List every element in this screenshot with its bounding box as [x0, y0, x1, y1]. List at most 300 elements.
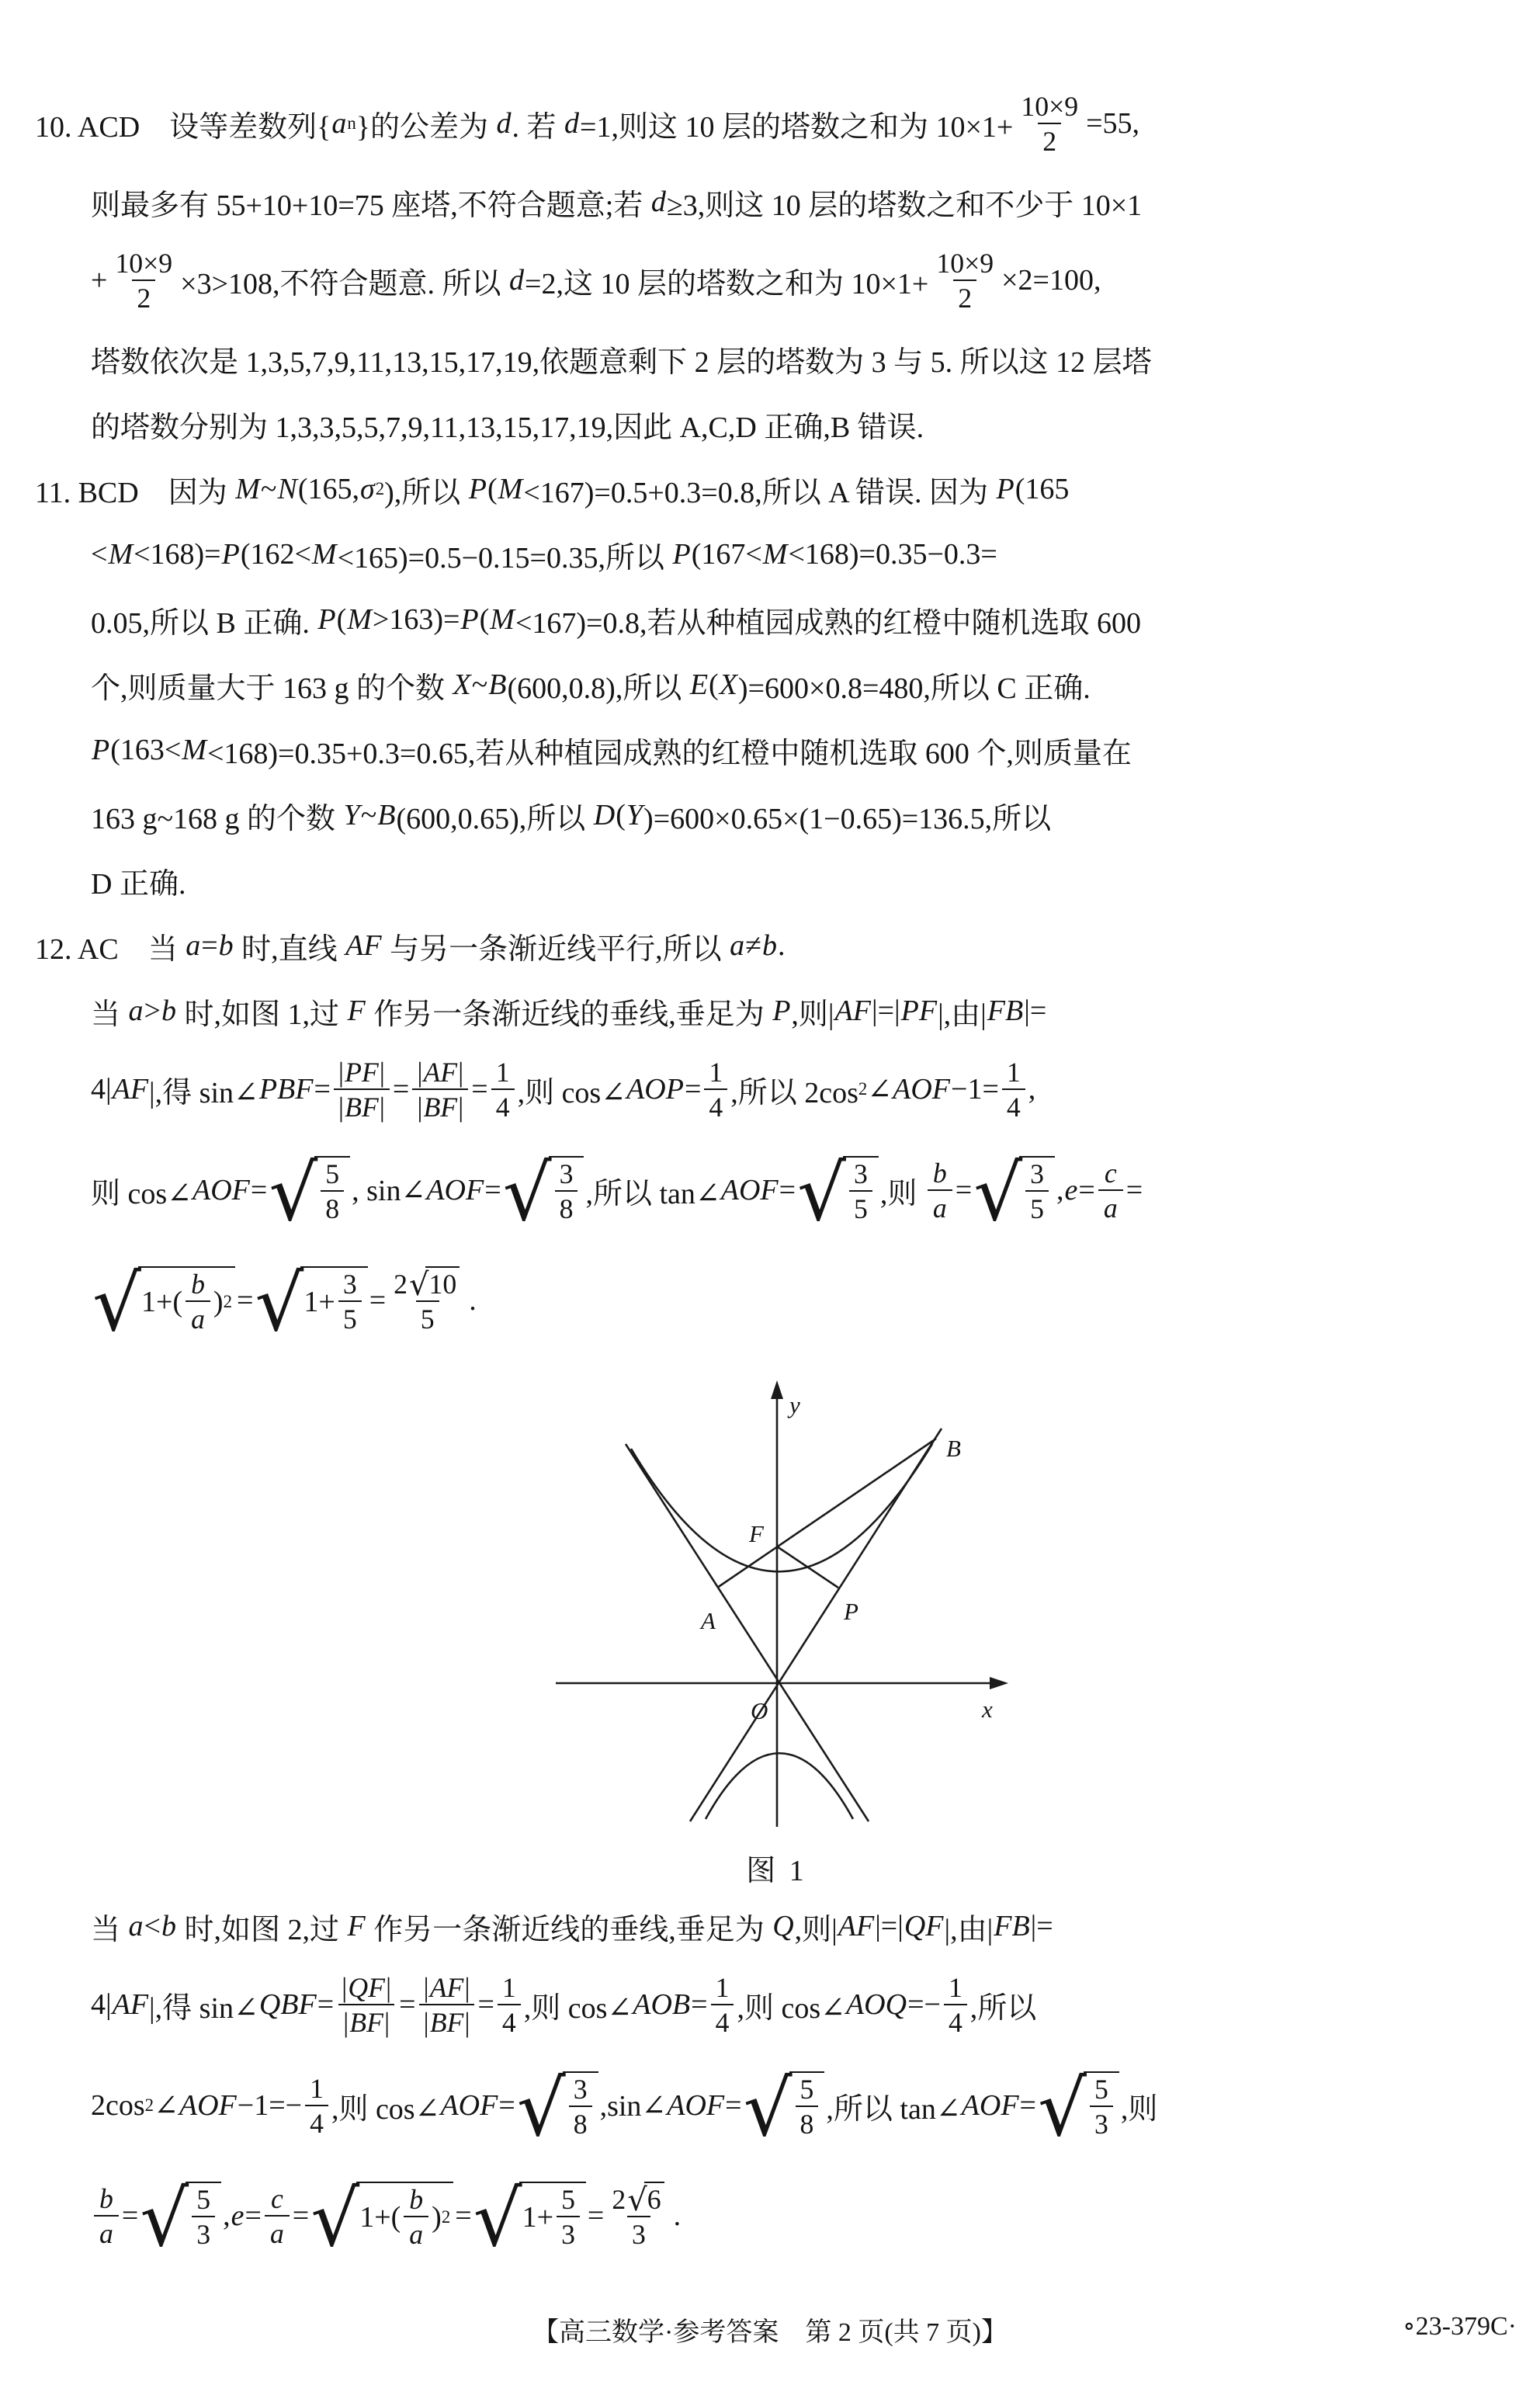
- numerator: [265, 2183, 289, 2215]
- math-variable: P: [460, 603, 479, 636]
- sqrt: [269, 1148, 350, 1238]
- text-run: ≥3,则这 10 层的塔数之和不少于 10×1: [666, 189, 1143, 222]
- fraction: [265, 2183, 290, 2249]
- math-variable: P: [221, 538, 240, 571]
- text-run: =2,这 10 层的塔数之和为 10×1+: [525, 267, 929, 300]
- numerator: [1099, 1158, 1122, 1189]
- text-run: 1+: [522, 2200, 554, 2234]
- text-run: |: [338, 1056, 345, 1088]
- numerator: [928, 1158, 952, 1189]
- numerator: [944, 1972, 967, 2004]
- text-run: 163 g~168 g 的个数: [91, 802, 343, 835]
- denominator: [1098, 1189, 1123, 1224]
- math-variable: AF: [838, 1910, 875, 1942]
- text-line: [35, 978, 1518, 1043]
- text-run: ~: [471, 668, 488, 701]
- text-run: |: [458, 1056, 464, 1088]
- radical-icon: √: [473, 2174, 522, 2264]
- denominator: [498, 2004, 521, 2038]
- math-variable: M: [235, 473, 260, 505]
- denominator: [849, 1190, 872, 1224]
- text-run: 1+(: [359, 2200, 401, 2234]
- text-run: 12. AC 当: [35, 932, 186, 966]
- text-run: =1,则这 10 层的塔数之和为 10×1+: [580, 110, 1014, 144]
- text-run: ×2=100,: [1001, 264, 1101, 297]
- numerator: [607, 2182, 670, 2216]
- numerator: [412, 1057, 468, 1088]
- text-run: 1: [1006, 1056, 1021, 1088]
- math-variable: a: [99, 2217, 113, 2249]
- denominator: [338, 2004, 394, 2038]
- text-run: +: [91, 264, 108, 297]
- fraction: [321, 1158, 344, 1224]
- denominator: [192, 2216, 215, 2250]
- math-variable: M: [498, 473, 523, 505]
- text-run: >: [144, 995, 161, 1027]
- math-variable: b: [761, 929, 777, 962]
- figure-1-caption: 图 1: [746, 1855, 807, 1887]
- text-line: [35, 522, 1518, 587]
- fraction: [711, 1972, 734, 2038]
- text-run: .: [469, 1284, 477, 1317]
- text-run: 5: [342, 1304, 357, 1335]
- text-run: |,由|: [944, 1913, 994, 1946]
- denominator: [94, 2215, 119, 2249]
- math-variable: AOB: [633, 1988, 691, 2021]
- math-variable: FB: [994, 1910, 1030, 1942]
- text-line: [35, 234, 1518, 326]
- figure-1: [35, 1373, 1518, 1889]
- math-variable: AOF: [426, 1174, 484, 1206]
- math-variable: PBF: [258, 1073, 314, 1106]
- fraction: [305, 2073, 328, 2139]
- text-run: . 若: [512, 110, 564, 144]
- page-footer: [0, 2310, 1540, 2349]
- numerator: [192, 2184, 215, 2216]
- math-variable: PF: [345, 1056, 379, 1088]
- text-run: =: [369, 1284, 387, 1317]
- line-AFB: [717, 1439, 936, 1588]
- text-run: =: [314, 1073, 331, 1106]
- text-line: 10. ACD 设等差数列{ a n }的公差为 d . 若 d =1,则这 10 层的塔数之和为 10×1+ $\frac{10\times 9}{2}$ =55,: [35, 90, 1140, 157]
- math-variable: b: [161, 1910, 176, 1942]
- text-run: =: [1019, 2089, 1036, 2122]
- math-variable: e: [1064, 1174, 1078, 1206]
- text-run: |=: [1030, 1910, 1053, 1942]
- text-run: (165,: [297, 473, 359, 505]
- numerator: [796, 2074, 819, 2106]
- radicand: [1019, 1156, 1055, 1224]
- text-run: ,则|: [794, 1913, 838, 1946]
- math-variable: P: [996, 473, 1015, 505]
- math-variable: F: [347, 1910, 366, 1942]
- denominator: [953, 279, 976, 314]
- radicand: [1084, 2071, 1119, 2140]
- radicand: [843, 1156, 879, 1224]
- fraction: [1090, 2074, 1113, 2140]
- math-variable: P: [672, 538, 691, 571]
- text-run: <165)=0.5−0.15=0.35,所以: [337, 541, 672, 575]
- numerator: [1090, 2074, 1113, 2106]
- text-run: <168)=0.35+0.3=0.65,若从种植园成熟的红橙中随机选取 600 个,则质量在: [206, 737, 1132, 770]
- denominator: [569, 2106, 592, 2140]
- text-run: 5: [420, 1304, 435, 1335]
- text-run: 10: [428, 1269, 457, 1300]
- text-run: )=600×0.8=480,所以 C 正确.: [737, 672, 1091, 705]
- denominator: [305, 2105, 328, 2139]
- math-variable: B: [377, 799, 396, 831]
- fraction: [498, 1972, 521, 2038]
- segment-FP: [777, 1547, 838, 1588]
- radical-icon: √: [502, 1148, 552, 1238]
- text-run: 2: [394, 1269, 408, 1300]
- text-run: 3: [1094, 2109, 1108, 2140]
- math-variable: a: [1103, 1192, 1118, 1224]
- text-line: [35, 169, 1518, 234]
- text-run: <168)=: [134, 538, 221, 571]
- x-axis-arrow-icon: [990, 1677, 1008, 1689]
- text-run: =55,: [1086, 107, 1140, 140]
- numerator: [110, 248, 177, 279]
- math-variable: d: [509, 264, 525, 297]
- text-run: ,: [1056, 1174, 1064, 1206]
- denominator: [711, 2004, 734, 2038]
- text-run: 2: [958, 282, 973, 314]
- math-variable: AOF: [440, 2089, 498, 2122]
- math-variable: BF: [345, 1091, 379, 1123]
- text-run: ,: [1028, 1073, 1036, 1106]
- text-line: [35, 1135, 1518, 1245]
- math-variable: b: [932, 1157, 947, 1189]
- math-variable: d: [650, 186, 666, 218]
- denominator: [334, 1088, 390, 1123]
- math-variable: σ: [359, 473, 375, 505]
- math-variable: D: [593, 799, 616, 831]
- label-point-P: P: [843, 1598, 858, 1625]
- label-point-B: B: [945, 1435, 961, 1462]
- text-run: 8: [325, 1193, 340, 1224]
- text-run: =: [121, 2199, 139, 2232]
- math-variable: N: [277, 473, 297, 505]
- math-variable: AF: [112, 1073, 149, 1106]
- text-run: 4: [1006, 1091, 1021, 1123]
- radical-icon: √: [627, 2182, 647, 2218]
- text-run: 5: [1030, 1193, 1045, 1224]
- numerator: [1025, 1158, 1049, 1190]
- text-run: ~: [260, 473, 277, 505]
- radicand: 1+( $\frac{b}{a}$ ) 2: [138, 1266, 235, 1335]
- radicand: [314, 1156, 350, 1224]
- text-run: =: [317, 1988, 335, 2021]
- math-variable: AF: [834, 995, 871, 1027]
- math-variable: b: [161, 995, 176, 1027]
- math-variable: AF: [429, 1971, 464, 2003]
- numerator: [1016, 91, 1083, 123]
- numerator: [1002, 1057, 1025, 1088]
- text-run: =: [684, 1073, 702, 1106]
- text-run: 塔数依次是 1,3,5,7,9,11,13,15,17,19,依题意剩下 2 层的塔数为 3 与 5. 所以这 12 层塔: [91, 345, 1152, 379]
- text-run: =: [1078, 1174, 1095, 1206]
- math-variable: AF: [423, 1056, 458, 1088]
- text-run: <167)=0.5+0.3=0.8,所以 A 错误. 因为: [523, 476, 996, 509]
- math-variable: a: [331, 107, 347, 140]
- text-run: |,由|: [938, 998, 987, 1031]
- math-variable: F: [347, 995, 366, 1027]
- text-run: 3: [196, 2219, 211, 2250]
- text-run: 4: [709, 1091, 723, 1123]
- denominator: [944, 2004, 967, 2038]
- radical-icon: √: [797, 1148, 847, 1238]
- text-run: (: [479, 603, 490, 636]
- text-run: =: [201, 929, 218, 962]
- math-variable: a: [191, 1304, 205, 1335]
- text-run: =: [498, 2089, 515, 2122]
- text-run: (162<: [240, 538, 311, 571]
- text-run: (165: [1015, 473, 1070, 505]
- fraction: [704, 1057, 727, 1123]
- text-run: (600,0.65),所以: [396, 802, 593, 835]
- math-variable: c: [270, 2182, 283, 2214]
- label-point-A: A: [700, 1607, 716, 1634]
- text-run: 则 cos∠: [91, 1177, 192, 1210]
- math-variable: AOF: [961, 2089, 1019, 2122]
- text-run: 8: [559, 1193, 574, 1224]
- text-run: |: [417, 1091, 423, 1123]
- math-variable: M: [108, 538, 134, 571]
- text-line: [35, 783, 1518, 848]
- fraction: [491, 1057, 515, 1123]
- text-run: |: [379, 1056, 385, 1088]
- numerator: [338, 1269, 362, 1300]
- text-run: |: [379, 1091, 385, 1123]
- fraction: [1098, 1158, 1123, 1224]
- text-run: ,则: [1120, 2092, 1158, 2126]
- denominator: [338, 1300, 362, 1335]
- text-run: 5: [325, 1158, 340, 1189]
- sqrt: [1037, 2064, 1119, 2154]
- text-run: =: [250, 1174, 268, 1206]
- math-variable: a: [409, 2219, 424, 2250]
- fraction: [192, 2184, 215, 2250]
- denominator: [796, 2106, 819, 2140]
- text-run: <167)=0.8,若从种植园成熟的红橙中随机选取 600: [515, 606, 1141, 640]
- text-run: =: [484, 1174, 501, 1206]
- numerator: [555, 1158, 578, 1190]
- math-variable: AOF: [192, 1174, 250, 1206]
- radical-icon: √: [516, 2064, 566, 2154]
- math-variable: M: [490, 603, 515, 636]
- text-run: 4: [715, 2006, 730, 2038]
- fraction: [569, 2074, 592, 2140]
- sqrt: [473, 2174, 586, 2264]
- fraction: [419, 1972, 475, 2038]
- text-run: =: [292, 2199, 310, 2232]
- text-run: ,sin∠: [599, 2089, 667, 2123]
- label-x-axis: x: [981, 1696, 993, 1723]
- sqrt: [797, 1148, 879, 1238]
- sqrt: [140, 2174, 221, 2264]
- text-run: , sin∠: [352, 1174, 426, 1207]
- text-run: |: [423, 1971, 429, 2003]
- text-run: ,则 cos∠: [517, 1076, 626, 1109]
- math-variable: a: [932, 1192, 947, 1224]
- text-run: =: [399, 1988, 416, 2021]
- fraction: [849, 1158, 872, 1224]
- math-variable: M: [762, 538, 788, 571]
- text-line: [35, 652, 1518, 717]
- denominator: [627, 2216, 650, 2250]
- text-run: ∠: [867, 1073, 893, 1106]
- sqrt: [310, 2174, 453, 2264]
- text-run: (: [336, 603, 347, 636]
- denominator: [404, 2216, 428, 2250]
- denominator: [321, 1190, 344, 1224]
- fraction: [928, 1158, 952, 1224]
- denominator: [186, 1300, 210, 1335]
- math-variable: a: [730, 929, 745, 962]
- text-run: ,所以 2cos: [730, 1076, 858, 1109]
- radical-icon: √: [92, 1258, 141, 1349]
- text-run: −1=−: [237, 2089, 303, 2122]
- text-run: )=600×0.65×(1−0.65)=136.5,所以: [643, 802, 1052, 835]
- text-run: |: [343, 2006, 349, 2038]
- radicand: [549, 1156, 584, 1224]
- text-run: 3: [1030, 1158, 1045, 1189]
- text-run: 10. ACD 设等差数列{: [35, 110, 331, 144]
- footer-title-page-number: 【高三数学·参考答案 第 2 页(共 7 页)】: [532, 2318, 1008, 2347]
- math-variable: b: [191, 1269, 205, 1300]
- math-variable: BF: [349, 2006, 383, 2038]
- text-run: ~: [360, 799, 377, 831]
- text-run: ,所以 tan∠: [826, 2092, 961, 2126]
- text-run: 当: [91, 1913, 128, 1946]
- radical-icon: √: [255, 1258, 304, 1349]
- text-run: 2cos: [91, 2089, 145, 2122]
- math-variable: b: [218, 929, 234, 962]
- text-run: ,则 cos∠: [331, 2092, 440, 2126]
- text-run: 4: [310, 2107, 324, 2139]
- fraction: [334, 1057, 390, 1123]
- text-run: <: [91, 538, 108, 571]
- radical-icon: √: [408, 1267, 429, 1303]
- math-variable: a: [128, 1910, 144, 1942]
- math-variable: AOP: [626, 1073, 684, 1106]
- fraction: [338, 1269, 362, 1335]
- numerator: [334, 1057, 390, 1088]
- text-run: |: [458, 1091, 464, 1123]
- text-run: 4|: [91, 1988, 112, 2021]
- math-variable: P: [468, 473, 487, 505]
- math-variable: d: [564, 107, 580, 140]
- text-run: 4: [495, 1091, 510, 1123]
- text-run: .: [673, 2199, 682, 2232]
- numerator: [711, 1972, 734, 2004]
- sqrt: [516, 2064, 598, 2154]
- denominator: [132, 279, 155, 314]
- text-run: 3: [342, 1269, 357, 1300]
- text-line: [35, 1959, 1518, 2050]
- radicand: [644, 2182, 664, 2215]
- fraction: [557, 2184, 580, 2250]
- text-run: 当: [91, 998, 128, 1031]
- text-line: [35, 587, 1518, 652]
- text-run: .: [777, 929, 786, 962]
- fraction: [944, 1972, 967, 2038]
- y-axis-arrow-icon: [771, 1380, 783, 1399]
- math-variable: AOF: [179, 2089, 237, 2122]
- math-variable: b: [409, 2184, 424, 2215]
- text-run: 1: [310, 2072, 324, 2104]
- denominator: [491, 1088, 515, 1123]
- radical-icon: √: [310, 2174, 360, 2264]
- text-line: [35, 391, 1518, 457]
- denominator: [1090, 2106, 1113, 2140]
- radical-icon: √: [973, 1148, 1023, 1238]
- text-run: 4: [948, 2006, 962, 2038]
- math-variable: P: [92, 734, 110, 766]
- text-run: 2: [137, 282, 151, 314]
- math-variable: FB: [987, 995, 1024, 1027]
- numerator: [849, 1158, 872, 1190]
- text-line: [35, 717, 1518, 783]
- text-run: 11. BCD 因为: [35, 476, 235, 509]
- math-variable: P: [772, 995, 791, 1027]
- text-run: 的塔数分别为 1,3,3,5,5,7,9,11,13,15,17,19,因此 A,C,D 正确,B 错误.: [91, 411, 924, 444]
- text-run: <168)=0.35−0.3=: [788, 538, 997, 571]
- text-run: =: [245, 2199, 262, 2232]
- text-line: 4| AF |,得 sin∠ PBF = | PF | | BF | = | AF | | BF | = $\frac{1}{4}$ ,则 cos∠ AOP = $\frac{1}{4}$ ,所以 2cos 2 ∠ AOF −1= $\frac{1}{4}$ ,: [91, 1056, 1036, 1123]
- math-variable: Y: [343, 799, 360, 831]
- sqrt: [627, 2182, 664, 2218]
- math-variable: M: [182, 734, 206, 766]
- text-run: 1: [501, 1971, 516, 2003]
- text-run: ≠: [745, 929, 761, 962]
- text-run: 3: [632, 2219, 646, 2250]
- text-run: ): [213, 1285, 224, 1318]
- numerator: [491, 1057, 515, 1088]
- text-run: 5: [196, 2184, 211, 2215]
- denominator: [555, 1190, 578, 1224]
- numerator: [389, 1266, 466, 1303]
- text-run: (: [487, 473, 498, 505]
- math-variable: AOF: [720, 1174, 779, 1206]
- text-run: 3: [559, 1158, 574, 1189]
- sqrt: [255, 1258, 367, 1349]
- numerator: [404, 2184, 428, 2216]
- math-variable: AF: [112, 1988, 149, 2021]
- math-variable: QF: [904, 1910, 944, 1942]
- text-run: 作另一条渐近线的垂线,垂足为: [366, 1913, 772, 1946]
- denominator: [412, 1088, 468, 1123]
- numerator: [321, 1158, 344, 1190]
- text-run: =: [477, 1988, 494, 2021]
- denominator: [419, 2004, 475, 2038]
- text-run: |,得 sin∠: [149, 1991, 258, 2025]
- radical-icon: √: [743, 2064, 793, 2154]
- text-run: 作另一条渐近线的垂线,垂足为: [366, 998, 772, 1031]
- radical-icon: √: [140, 2174, 189, 2264]
- text-run: 1: [709, 1056, 723, 1088]
- numerator: [704, 1057, 727, 1088]
- radicand: [425, 1266, 460, 1300]
- text-run: (167<: [691, 538, 762, 571]
- math-variable: M: [347, 603, 372, 636]
- text-run: |: [423, 2006, 429, 2038]
- text-run: 4: [501, 2006, 516, 2038]
- sqrt: [408, 1266, 460, 1303]
- radicand: [789, 2071, 825, 2140]
- text-run: |: [464, 2006, 470, 2038]
